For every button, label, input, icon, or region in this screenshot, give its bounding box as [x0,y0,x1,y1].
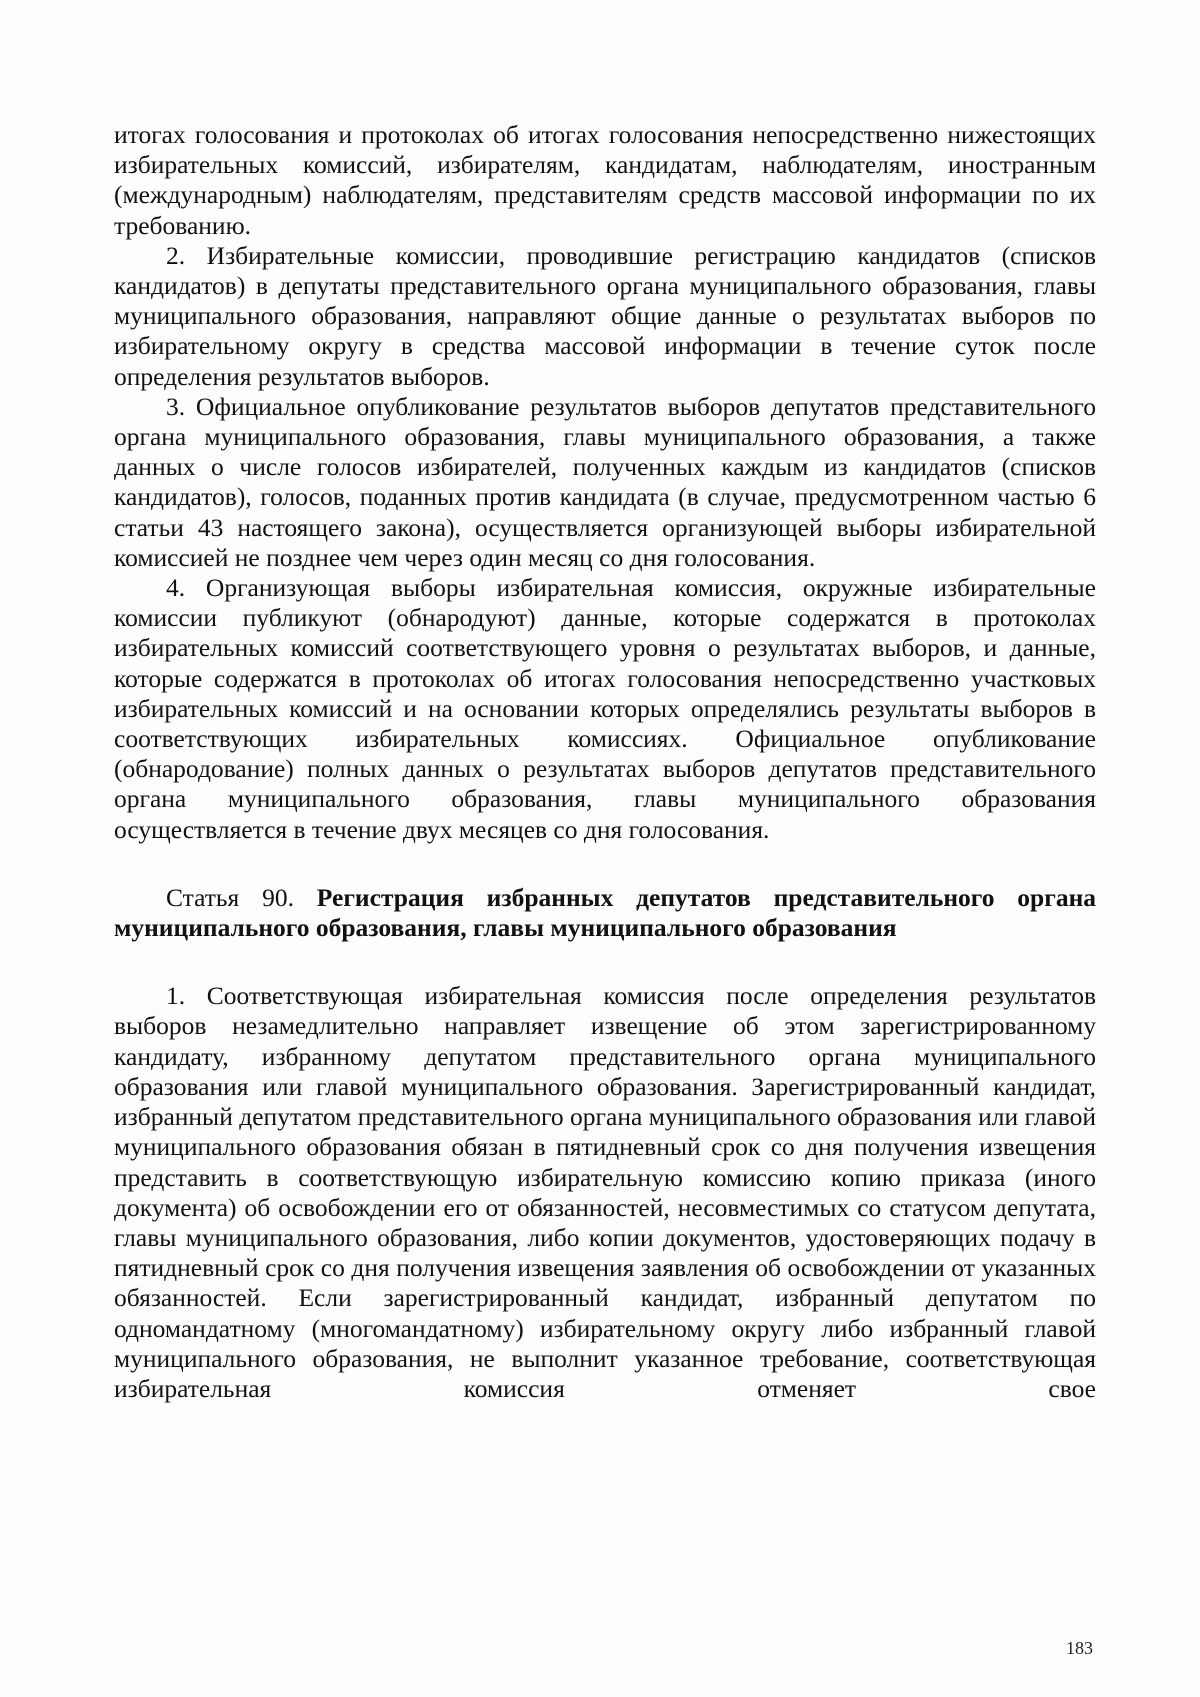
document-body [114,120,1096,1404]
article-paragraph-1: 1. Соответствующая избирательная комиссия после определения результатов выборов незамедлительно направляет извещение об этом зарегистрированному кандидату, избранному депутатом представительного органа муниципального образования или главой муниципального образования. Зарегистрированный кандидат, избранный депутатом представительного органа муниципального образования или главой муниципального образования обязан в пятидневный срок со дня получения извещения представить в соответствующую избирательную комиссию копию приказа (иного документа) об освобождении его от обязанностей, несовместимых со статусом депутата, главы муниципального образования, либо копии документов, удостоверяющих подачу в пятидневный срок со дня получения извещения заявления об освобождении от указанных обязанностей. Если зарегистрированный кандидат, избранный депутатом по одномандатному (многомандатному) избирательному округу либо избранный главой муниципального образования, не выполнит указанное требование, соответствующая избирательная комиссия отменяет свое [114,981,1096,1403]
article-heading: Регистрация избранных депутатов представительного органа муниципального образования, главы муниципального образования [114,882,1097,943]
paragraph-item-2: 2. Избирательные комиссии, проводившие регистрацию кандидатов (списков кандидатов) в депутаты представительного органа муниципального образования, главы муниципального образования, направляют общие данные о результатах выборов по избирательному округу в средства массовой информации в течение суток после определения результатов выборов. [114,240,1096,391]
paragraph-item-3: 3. Официальное опубликование результатов выборов депутатов представительного органа муниципального образования, главы муниципального образования, а также данных о числе голосов избирателей, полученных каждым из кандидатов (списков кандидатов), голосов, поданных против кандидата (в случае, предусмотренном частью 6 статьи 43 настоящего закона), осуществляется организующей выборы избирательной комиссией не позднее чем через один месяц со дня голосования. [114,391,1096,572]
paragraph-item-4: 4. Организующая выборы избирательная комиссия, окружные избирательные комиссии публикуют (обнародуют) данные, которые содержатся в протоколах избирательных комиссий соответствующего уровня о результатах выборов, и данные, которые содержатся в протоколах об итогах голосования непосредственно участковых избирательных комиссий и на основании которых определялись результаты выборов в соответствующих избирательных комиссиях. Официальное опубликование (обнародование) полных данных о результатах выборов депутатов представительного органа муниципального образования, главы муниципального образования осуществляется в течение двух месяцев со дня голосования. [114,573,1096,844]
page-number: 183 [1066,1638,1093,1658]
paragraph-continued: итогах голосования и протоколах об итогах голосования непосредственно нижестоящих избирательных комиссий, избирателям, кандидатам, наблюдателям, иностранным (международным) наблюдателям, представителям средств массовой информации по их требованию. [114,120,1096,240]
article-number: Статья 90. [166,882,294,912]
article-title [114,883,1096,943]
